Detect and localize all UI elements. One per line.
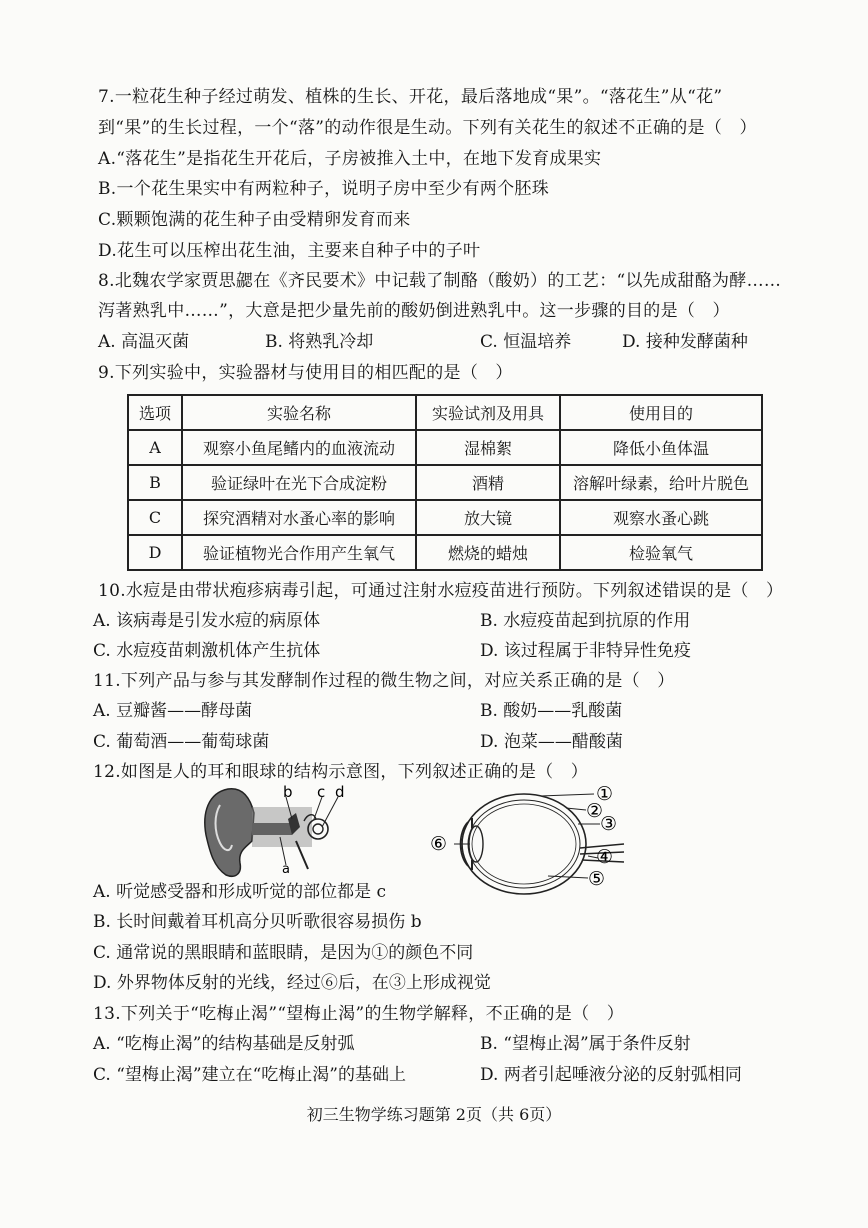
table-row [128,465,762,500]
experiment-table [127,394,763,571]
table-cell: B [128,465,182,500]
table-cell: 降低小鱼体温 [560,430,762,465]
ear-label-c: c [317,783,326,801]
q8-option-a: A. 高温灭菌 [98,332,190,352]
q8-option-c: C. 恒温培养 [480,332,572,352]
table-row [128,430,762,465]
table-cell: 湿棉絮 [416,430,560,465]
table-cell: 验证绿叶在光下合成淀粉 [182,465,416,500]
q13-stem: 13.下列关于“吃梅止渴”“望梅止渴”的生物学解释，不正确的是（ ） [93,1004,624,1024]
q12-stem: 12.如图是人的耳和眼球的结构示意图，下列叙述正确的是（ ） [93,762,589,782]
table-cell: C [128,500,182,535]
table-row [128,535,762,570]
q13-option-a: A. “吃梅止渴”的结构基础是反射弧 [93,1034,355,1054]
eye-label-2: ② [586,800,604,822]
q10-option-d: D. 该过程属于非特异性免疫 [480,641,691,661]
q13-option-b: B. “望梅止渴”属于条件反射 [480,1034,691,1054]
q8-option-b: B. 将熟乳冷却 [265,332,374,352]
eye-label-4: ④ [596,846,614,868]
q8-stem-line2: 泻著熟乳中……”，大意是把少量先前的酸奶倒进熟乳中。这一步骤的目的是（ ） [98,301,730,321]
eye-label-3: ③ [600,813,618,835]
q12-option-c: C. 通常说的黑眼睛和蓝眼睛，是因为①的颜色不同 [93,943,474,963]
q9-stem: 9.下列实验中，实验器材与使用目的相匹配的是（ ） [98,363,513,383]
eye-diagram [428,784,633,900]
table-cell: 溶解叶绿素，给叶片脱色 [560,465,762,500]
table-header-row [128,395,762,430]
table-cell: 验证植物光合作用产生氧气 [182,535,416,570]
q8-option-d: D. 接种发酵菌种 [622,332,748,352]
q7-stem-line1: 7.一粒花生种子经过萌发、植株的生长、开花，最后落地成“果”。“落花生”从“花” [98,87,723,107]
q7-stem-line2: 到“果”的生长过程，一个“落”的动作很是生动。下列有关花生的叙述不正确的是（ ） [98,118,757,138]
table-header: 选项 [128,395,182,430]
table-cell: 探究酒精对水蚤心率的影响 [182,500,416,535]
table-cell: 检验氧气 [560,535,762,570]
q10-option-c: C. 水痘疫苗刺激机体产生抗体 [93,641,321,661]
eye-label-6: ⑥ [430,833,448,855]
q8-stem-line1: 8.北魏农学家贾思勰在《齐民要术》中记载了制酪（酸奶）的工艺：“以先成甜酪为酵…… [98,271,782,291]
q13-option-c: C. “望梅止渴”建立在“吃梅止渴”的基础上 [93,1065,406,1085]
q11-stem: 11.下列产品与参与其发酵制作过程的微生物之间，对应关系正确的是（ ） [93,671,675,691]
table-header: 实验试剂及用具 [416,395,560,430]
q7-option-d: D.花生可以压榨出花生油，主要来自种子中的子叶 [98,241,481,261]
ear-label-d: d [335,783,345,801]
eye-label-1: ① [596,784,614,805]
q7-option-b: B.一个花生果实中有两粒种子，说明子房中至少有两个胚珠 [98,179,549,199]
table-row [128,500,762,535]
ear-label-b: b [283,783,293,801]
table-cell: D [128,535,182,570]
q11-option-a: A. 豆瓣酱——酵母菌 [93,701,253,721]
q10-stem: 10.水痘是由带状疱疹病毒引起，可通过注射水痘疫苗进行预防。下列叙述错误的是（ ） [98,581,784,601]
eye-label-5: ⑤ [588,868,606,890]
q10-option-b: B. 水痘疫苗起到抗原的作用 [480,611,691,631]
ear-label-a: a [282,862,290,877]
table-header: 实验名称 [182,395,416,430]
table-cell: 观察水蚤心跳 [560,500,762,535]
table-cell: 燃烧的蜡烛 [416,535,560,570]
q12-option-a: A. 听觉感受器和形成听觉的部位都是 c [93,882,387,902]
table-cell: 观察小鱼尾鳍内的血液流动 [182,430,416,465]
page-footer: 初三生物学练习题第 2页（共 6页） [306,1105,562,1124]
q13-option-d: D. 两者引起唾液分泌的反射弧相同 [480,1065,742,1085]
q11-option-d: D. 泡菜——醋酸菌 [480,732,623,752]
table-cell: 酒精 [416,465,560,500]
q10-option-a: A. 该病毒是引发水痘的病原体 [93,611,321,631]
q11-option-b: B. 酸奶——乳酸菌 [480,701,623,721]
q7-option-a: A.“落花生”是指花生开花后，子房被推入土中，在地下发育成果实 [98,149,602,169]
q11-option-c: C. 葡萄酒——葡萄球菌 [93,732,270,752]
q12-option-b: B. 长时间戴着耳机高分贝听歌很容易损伤 b [93,912,422,932]
q12-option-d: D. 外界物体反射的光线，经过⑥后，在③上形成视觉 [93,973,491,993]
table-cell: A [128,430,182,465]
ear-diagram [200,783,360,881]
q7-option-c: C.颗颗饱满的花生种子由受精卵发育而来 [98,210,411,230]
table-header: 使用目的 [560,395,762,430]
table-cell: 放大镜 [416,500,560,535]
